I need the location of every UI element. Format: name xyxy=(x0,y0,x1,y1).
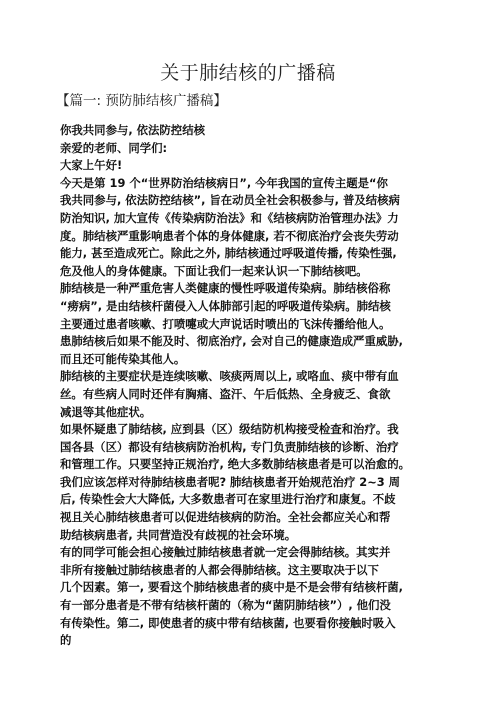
body-line: “痨病”, 是由结核杆菌侵入人体肺部引起的呼吸道传染病。肺结核 xyxy=(60,298,391,313)
body-line: 而且还可能传染其他人。 xyxy=(60,351,186,366)
body-line: 如果怀疑患了肺结核, 应到县（区）级结防机构接受检查和治疗。我 xyxy=(60,422,399,437)
body-line: 和管理工作。只要坚持正规治疗, 绝大多数肺结核患者是可以治愈的。 xyxy=(60,457,411,472)
body-line: 度。肺结核严重影响患者个体的身体健康, 若不彻底治疗会丧失劳动 xyxy=(60,228,399,243)
body-line: 能力, 甚至造成死亡。除此之外, 肺结核通过呼吸道传播, 传染性强, xyxy=(60,246,397,261)
body-line: 有的同学可能会担心接触过肺结核患者就一定会得肺结核。其实并 xyxy=(60,545,391,560)
body-line: 助结核病患者, 共同营造没有歧视的社会环境。 xyxy=(60,527,297,542)
document-subtitle: 【篇一: 预防肺结核广播稿】 xyxy=(56,93,227,109)
body-line: 大家上午好! xyxy=(60,158,123,173)
body-line: 肺结核是一种严重危害人类健康的慢性呼吸道传染病。肺结核俗称 xyxy=(60,281,391,296)
body-line: 你我共同参与, 依法防控结核 xyxy=(60,123,205,137)
body-line: 视且关心肺结核患者可以促进结核病的防治。全社会都应关心和帮 xyxy=(60,510,391,525)
body-line: 主要通过患者咳嗽、打喷嚏或大声说话时喷出的飞沫传播给他人。 xyxy=(60,316,391,331)
document-title: 关于肺结核的广播稿 xyxy=(160,62,336,84)
body-line: 非所有接触过肺结核患者的人都会得肺结核。这主要取决于以下 xyxy=(60,562,379,577)
document-body xyxy=(60,122,438,650)
body-line: 亲爱的老师、同学们: xyxy=(60,140,168,155)
body-line: 肺结核的主要症状是连续咳嗽、咳痰两周以上, 或咯血、痰中带有血 xyxy=(60,369,399,384)
body-line: 患肺结核后如果不能及时、彻底治疗, 会对自己的健康造成严重威胁, xyxy=(60,334,403,349)
body-line: 丝。有些病人同时还伴有胸痛、盗汗、午后低热、全身疲乏、食欲 xyxy=(60,386,391,401)
body-line: 今天是第 19 个“世界防治结核病日”, 今年我国的宣传主题是“你 xyxy=(60,175,388,190)
body-line: 减退等其他症状。 xyxy=(60,404,152,419)
body-line: 后, 传染性会大大降低, 大多数患者可在家里进行治疗和康复。不歧 xyxy=(60,492,396,507)
body-line: 我共同参与, 依法防控结核”, 旨在动员全社会积极参与, 普及结核病 xyxy=(60,193,400,208)
body-line: 防治知识, 加大宣传《传染病防治法》和《结核病防治管理办法》力 xyxy=(60,210,399,225)
body-line: 有一部分患者是不带有结核杆菌的（称为“菌阴肺结核”）, 他们没 xyxy=(60,598,391,613)
body-line: 有传染性。第二, 即使患者的痰中带有结核菌, 也要看你接触时吸入 xyxy=(60,615,396,630)
body-line: 几个因素。第一, 要看这个肺结核患者的痰中是不是会带有结核杆菌, xyxy=(60,580,403,595)
body-line: 我们应该怎样对待肺结核患者呢? 肺结核患者开始规范治疗 2~3 周 xyxy=(60,474,401,489)
body-line: 危及他人的身体健康。下面让我们一起来认识一下肺结核吧。 xyxy=(60,263,368,278)
body-line: 国各县（区）都设有结核病防治机构, 专门负责肺结核的诊断、治疗 xyxy=(60,439,399,454)
body-line: 的 xyxy=(60,633,72,648)
